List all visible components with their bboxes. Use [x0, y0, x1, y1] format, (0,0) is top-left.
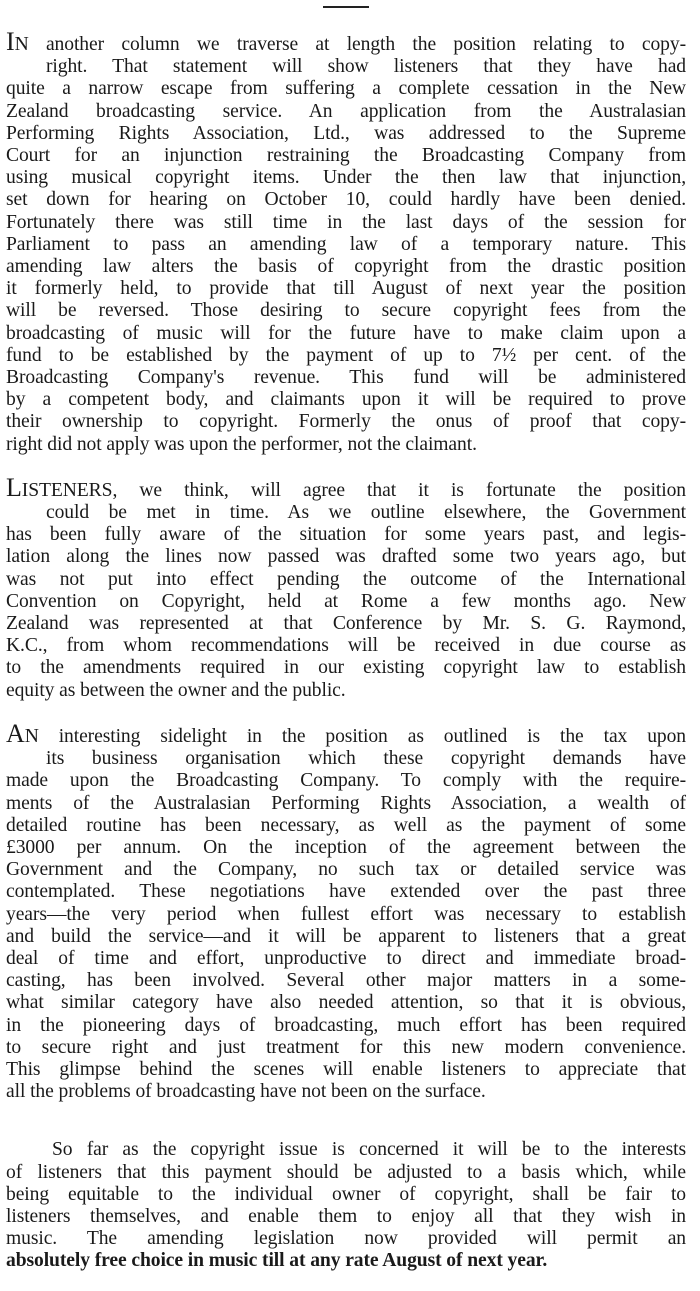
- paragraph-interesting-sidelight: AN interesting sidelight in the position as outlined is the tax upon its business organisation which these copyright demands have made upon the Broadcasting Company. To comply with the require- ments of the Australasian Performing Rights Association, a wealth of detailed routine has been necessary, as well as the payment of some £3000 per annum. On the inception of the agreement between the Government and the Company, no such tax or detailed service was contemplated. These negotiations have extended over the past three years—the very period when fullest effort was necessary to establish and build the service—and it will be apparent to listeners that a great deal of time and effort, unproductive to direct and immediate broad- casting, has been involved. Several other major matters in a some- what similar category have also needed attention, so that it is obvious, in the pioneering days of broadcasting, much effort has been required to secure right and just treatment for this new modern convenience. This glimpse behind the scenes will enable listeners to appreciate that all the problems of broadcasting have not been on the surface.: [6, 718, 686, 1103]
- paragraph-copyright-conclusion: So far as the copyright issue is concerned it will be to the interests of listeners that this payment should be adjusted to a basis which, while being equitable to the individual owner of copyright, shall be fair to listeners themselves, and enable them to enjoy all that they wish in music. The amending legislation now provided will permit an absolutely free choice in music till at any rate August of next year.: [6, 1139, 686, 1272]
- paragraph-copyright-escape: IN another column we traverse at length the position relating to copy- right. That statement will show listeners that they have had quite a narrow escape from suffering a complete cessation in the New Zealand broadcasting service. An application from the Australasian Performing Rights Association, Ltd., was addressed to the Supreme Court for an injunction restraining the Broadcasting Company from using musical copyright items. Under the then law that injunction, set down for hearing on October 10, could hardly have been denied. Fortunately there was still time in the last days of the session for Parliament to pass an amending law of a temporary nature. This amending law alters the basis of copyright from the drastic position it formerly held, to provide that till August of next year the position will be reversed. Those desiring to secure copyright fees from the broadcasting of music will for the future have to make claim upon a fund to be established by the payment of up to 7½ per cent. of the Broadcasting Company's revenue. This fund will be administered by a competent body, and claimants upon it will be required to prove their ownership to copyright. Formerly the onus of proof that copy- right did not apply was upon the performer, not the claimant.: [6, 27, 686, 455]
- editorial-page: [6, 0, 686, 1273]
- drop-cap: A: [6, 718, 25, 748]
- drop-cap: I: [6, 27, 15, 56]
- paragraph-listeners-fortunate: LISTENERS, we think, will agree that it is fortunate the position could be met in time. As we outline elsewhere, the Government has been fully aware of the situation for some years past, and legis- lation along the lines now passed was drafted some two years ago, but was not put into effect pending the outcome of the International Convention on Copyright, held at Rome a few months ago. New Zealand was represented at that Conference by Mr. S. G. Raymond, K.C., from whom recommendations will be received in due course as to the amendments required in our existing copyright law to establish equity as between the owner and the public.: [6, 472, 686, 701]
- header-rule: [323, 6, 369, 8]
- drop-cap: L: [6, 472, 22, 502]
